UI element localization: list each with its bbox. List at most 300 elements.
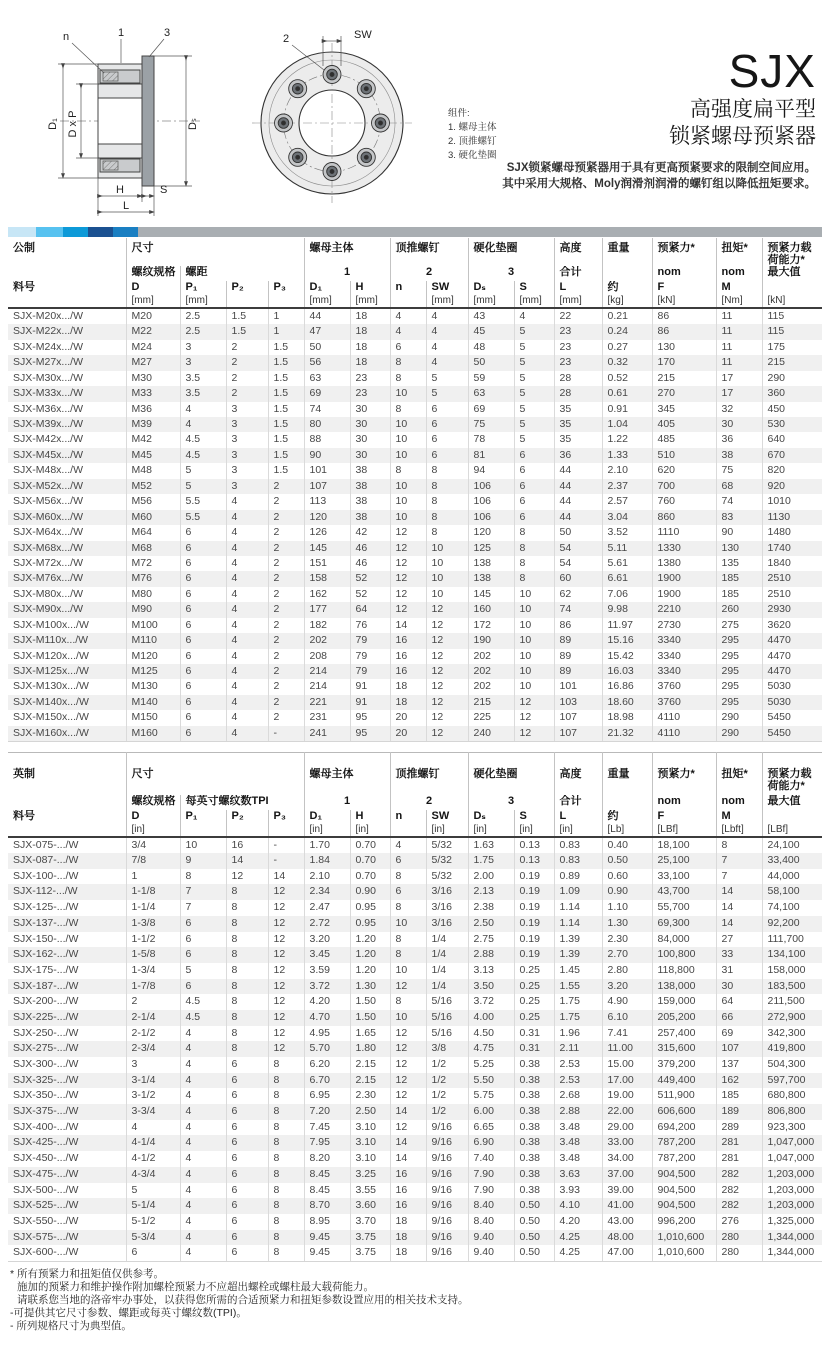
value-cell: 4.00 <box>468 1010 514 1026</box>
value-cell: 6 <box>226 1151 268 1167</box>
callout-n: n <box>62 31 70 43</box>
part-number-cell: SJX-087-.../W <box>13 854 79 867</box>
value-cell: 202 <box>468 649 514 664</box>
value-cell: 8 <box>268 1198 304 1214</box>
value-cell: 12 <box>390 541 426 556</box>
value-cell: 6 <box>180 602 226 617</box>
value-cell: 20 <box>390 726 426 742</box>
value-cell: 3-3/4 <box>126 1104 180 1120</box>
value-cell: 41.00 <box>602 1198 652 1214</box>
value-cell: 69 <box>304 386 350 401</box>
value-cell: 6 <box>180 679 226 694</box>
value-cell: 5.25 <box>468 1057 514 1073</box>
table-row <box>8 633 822 648</box>
value-cell: 6.20 <box>304 1057 350 1073</box>
part-number-cell: SJX-M48x.../W <box>13 464 84 477</box>
part-number-cell: SJX-M125x.../W <box>13 665 89 678</box>
value-cell: 0.61 <box>602 386 652 401</box>
value-cell: 904,500 <box>652 1183 716 1199</box>
table-row <box>8 649 822 664</box>
value-cell: 5.61 <box>602 556 652 571</box>
value-cell: 6 <box>180 649 226 664</box>
value-cell: 10 <box>514 649 554 664</box>
table-row <box>8 556 822 571</box>
value-cell: 3/16 <box>426 916 468 932</box>
value-cell: 38 <box>350 463 390 478</box>
value-cell: 0.52 <box>602 371 652 386</box>
dim-label-sw: SW <box>354 29 372 41</box>
value-cell: 107 <box>554 710 602 725</box>
part-number-cell: SJX-350-.../W <box>13 1089 79 1102</box>
value-cell: 12 <box>390 1057 426 1073</box>
value-cell: 3/4 <box>126 837 180 854</box>
value-cell: 1 <box>126 869 180 885</box>
column-header-load-capacity: [kN] <box>762 281 822 308</box>
value-cell: 5 <box>514 386 554 401</box>
value-cell: 8.45 <box>304 1167 350 1183</box>
value-cell: 8 <box>226 963 268 979</box>
group-dimensions: 尺寸 <box>126 753 304 795</box>
value-cell: 4.25 <box>554 1230 602 1246</box>
value-cell: 4 <box>180 1230 226 1246</box>
value-cell: 8 <box>268 1120 304 1136</box>
value-cell: 7.40 <box>468 1151 514 1167</box>
value-cell: 1 <box>268 308 304 324</box>
value-cell: 1,047,000 <box>762 1151 822 1167</box>
column-header-screw-sw: SW [mm] <box>426 281 468 308</box>
value-cell: 1.5 <box>268 355 304 370</box>
column-header-washer-s: S [in] <box>514 810 554 837</box>
part-number-cell: SJX-600-.../W <box>8 1245 126 1261</box>
value-cell: 1.50 <box>350 994 390 1010</box>
table-row <box>8 1120 822 1136</box>
value-cell: 0.50 <box>514 1230 554 1246</box>
value-cell: 3.93 <box>554 1183 602 1199</box>
value-cell: 379,200 <box>652 1057 716 1073</box>
value-cell: 12 <box>268 1026 304 1042</box>
subgroup-thread-spec: 螺纹规格 <box>126 266 180 281</box>
table-row <box>8 916 822 932</box>
value-cell: 5/16 <box>426 994 468 1010</box>
value-cell: 3/16 <box>426 884 468 900</box>
value-cell: 0.50 <box>514 1214 554 1230</box>
value-cell: 12 <box>390 1041 426 1057</box>
table-row <box>8 1198 822 1214</box>
value-cell: 6 <box>514 463 554 478</box>
value-cell: 3.70 <box>350 1214 390 1230</box>
description-line2: 其中采用大规格、Moly润滑剂润滑的螺钉组以降低扭矩要求。 <box>502 178 816 190</box>
value-cell: 1/2 <box>426 1088 468 1104</box>
value-cell: 2210 <box>652 602 716 617</box>
value-cell: 16 <box>390 649 426 664</box>
value-cell: 787,200 <box>652 1135 716 1151</box>
value-cell: M76 <box>126 571 180 586</box>
value-cell: 923,300 <box>762 1120 822 1136</box>
value-cell: 9.98 <box>602 602 652 617</box>
value-cell: 1.75 <box>468 853 514 869</box>
value-cell: 6 <box>180 932 226 948</box>
value-cell: 1.39 <box>554 932 602 948</box>
value-cell: 276 <box>716 1214 762 1230</box>
value-cell: 1/4 <box>426 932 468 948</box>
column-header-washer-s: S [mm] <box>514 281 554 308</box>
value-cell: 83 <box>716 510 762 525</box>
value-cell: 485 <box>652 432 716 447</box>
value-cell: 4 <box>426 308 468 324</box>
value-cell: 12 <box>268 884 304 900</box>
value-cell: 1.5 <box>268 463 304 478</box>
value-cell: 2 <box>268 679 304 694</box>
value-cell: 281 <box>716 1135 762 1151</box>
value-cell: 290 <box>716 710 762 725</box>
value-cell: 2.88 <box>554 1104 602 1120</box>
subgroup-part1: 1 <box>304 266 390 281</box>
value-cell: 12 <box>390 1088 426 1104</box>
value-cell: 2.5 <box>180 308 226 324</box>
value-cell: 0.25 <box>514 1010 554 1026</box>
column-header-washer-ds: Dₛ [mm] <box>468 281 514 308</box>
subtitle-line2: 锁紧螺母预紧器 <box>669 125 816 148</box>
subgroup-max: 最大值 <box>762 795 822 810</box>
table-row <box>8 1245 822 1261</box>
subgroup-nom-f: nom <box>652 795 716 810</box>
group-nut-body: 螺母主体 <box>304 238 390 266</box>
value-cell: 0.24 <box>602 324 652 339</box>
value-cell: 8 <box>226 1041 268 1057</box>
value-cell: 10 <box>390 510 426 525</box>
value-cell: 1.20 <box>350 932 390 948</box>
value-cell: 8 <box>514 541 554 556</box>
value-cell: 8.40 <box>468 1214 514 1230</box>
value-cell: 4 <box>226 525 268 540</box>
value-cell: 10 <box>514 587 554 602</box>
legend-item-screw: 2. 顶推螺钉 <box>448 136 497 147</box>
value-cell: 2.15 <box>350 1057 390 1073</box>
value-cell: 2 <box>268 541 304 556</box>
value-cell: 1,203,000 <box>762 1198 822 1214</box>
part-number-cell: SJX-250-.../W <box>13 1026 79 1039</box>
column-header-row <box>8 281 822 308</box>
value-cell: 5/16 <box>426 1026 468 1042</box>
value-cell: 86 <box>652 308 716 324</box>
value-cell: 12 <box>268 963 304 979</box>
column-header-body-d1: D₁ [mm] <box>304 281 350 308</box>
value-cell: 3/8 <box>426 1041 468 1057</box>
value-cell: 5 <box>426 386 468 401</box>
value-cell: 760 <box>652 494 716 509</box>
value-cell: 44 <box>554 479 602 494</box>
value-cell: 145 <box>468 587 514 602</box>
value-cell: 0.83 <box>554 853 602 869</box>
value-cell: 9/16 <box>426 1135 468 1151</box>
value-cell: 1.63 <box>468 837 514 854</box>
value-cell: 2.5 <box>180 324 226 339</box>
table-row <box>8 664 822 679</box>
value-cell: 64 <box>716 994 762 1010</box>
value-cell: 1.39 <box>554 947 602 963</box>
value-cell: 3 <box>226 479 268 494</box>
value-cell: 120 <box>304 510 350 525</box>
value-cell: 3.75 <box>350 1245 390 1261</box>
value-cell: 11 <box>716 340 762 355</box>
subgroup-part2: 2 <box>390 266 468 281</box>
value-cell: 4.20 <box>304 994 350 1010</box>
subgroup-header-row <box>8 795 822 810</box>
value-cell: 6 <box>226 1214 268 1230</box>
value-cell: 3.10 <box>350 1135 390 1151</box>
value-cell: 1.5 <box>268 386 304 401</box>
table-row <box>8 963 822 979</box>
value-cell: 12 <box>268 979 304 995</box>
value-cell: 6.61 <box>602 571 652 586</box>
part-number-cell: SJX-M20x.../W <box>13 310 84 322</box>
value-cell: 30 <box>716 417 762 432</box>
value-cell: 151 <box>304 556 350 571</box>
value-cell: 14 <box>390 1104 426 1120</box>
value-cell: 36 <box>554 448 602 463</box>
subgroup-max: 最大值 <box>762 266 822 281</box>
part-number-cell: SJX-M22x.../W <box>13 325 84 338</box>
part-number-cell: SJX-400-.../W <box>13 1120 79 1133</box>
value-cell: 2 <box>126 994 180 1010</box>
value-cell: 55,700 <box>652 900 716 916</box>
product-description <box>502 160 816 192</box>
value-cell: 4 <box>226 664 268 679</box>
value-cell: 107 <box>304 479 350 494</box>
value-cell: 11 <box>716 324 762 339</box>
value-cell: 0.31 <box>514 1026 554 1042</box>
value-cell: 295 <box>716 679 762 694</box>
value-cell: 0.19 <box>514 947 554 963</box>
value-cell: 214 <box>304 664 350 679</box>
value-cell: 18 <box>350 355 390 370</box>
value-cell: 1,203,000 <box>762 1183 822 1199</box>
value-cell: 6 <box>426 448 468 463</box>
table-row <box>8 1010 822 1026</box>
value-cell: 5/32 <box>426 869 468 885</box>
value-cell: M72 <box>126 556 180 571</box>
value-cell: 5 <box>514 417 554 432</box>
value-cell: 1,325,000 <box>762 1214 822 1230</box>
value-cell: 0.38 <box>514 1135 554 1151</box>
value-cell: 12 <box>426 679 468 694</box>
value-cell: 904,500 <box>652 1198 716 1214</box>
value-cell: 10 <box>514 618 554 633</box>
value-cell: 91 <box>350 695 390 710</box>
value-cell: 2.13 <box>468 884 514 900</box>
value-cell: 10 <box>426 587 468 602</box>
value-cell: 281 <box>716 1151 762 1167</box>
subgroup-total: 合计 <box>554 266 602 281</box>
callout-part1: 1 <box>117 27 125 39</box>
value-cell: M33 <box>126 386 180 401</box>
value-cell: 50 <box>554 525 602 540</box>
value-cell: 113 <box>304 494 350 509</box>
value-cell: 90 <box>716 525 762 540</box>
value-cell: 6 <box>390 340 426 355</box>
table-row <box>8 1183 822 1199</box>
value-cell: 270 <box>652 386 716 401</box>
value-cell: 8 <box>268 1057 304 1073</box>
value-cell: 5/32 <box>426 853 468 869</box>
table-row <box>8 324 822 339</box>
value-cell: 3.55 <box>350 1183 390 1199</box>
value-cell: 0.95 <box>350 916 390 932</box>
value-cell: 33 <box>716 947 762 963</box>
value-cell: 597,700 <box>762 1073 822 1089</box>
value-cell: 405 <box>652 417 716 432</box>
value-cell: 510 <box>652 448 716 463</box>
table-row <box>8 1073 822 1089</box>
value-cell: 17 <box>716 371 762 386</box>
value-cell: 7.90 <box>468 1183 514 1199</box>
value-cell: 0.89 <box>554 869 602 885</box>
value-cell: 7.95 <box>304 1135 350 1151</box>
value-cell: 4.5 <box>180 448 226 463</box>
value-cell: 54 <box>554 541 602 556</box>
value-cell: 1,344,000 <box>762 1230 822 1246</box>
value-cell: 0.31 <box>514 1041 554 1057</box>
value-cell: 4 <box>180 1151 226 1167</box>
value-cell: 1.5 <box>268 432 304 447</box>
value-cell: 1/4 <box>426 979 468 995</box>
value-cell: 1/4 <box>426 963 468 979</box>
value-cell: 66 <box>716 1010 762 1026</box>
value-cell: 22 <box>554 308 602 324</box>
value-cell: 23 <box>554 340 602 355</box>
group-header-row <box>8 753 822 795</box>
table-row <box>8 510 822 525</box>
value-cell: 91 <box>350 679 390 694</box>
value-cell: 118,800 <box>652 963 716 979</box>
value-cell: 1-1/4 <box>126 900 180 916</box>
value-cell: 130 <box>716 541 762 556</box>
value-cell: 75 <box>468 417 514 432</box>
value-cell: 4.5 <box>180 1010 226 1026</box>
value-cell: 6 <box>226 1057 268 1073</box>
value-cell: 6 <box>514 510 554 525</box>
part-number-cell: SJX-325-.../W <box>13 1073 79 1086</box>
value-cell: 0.70 <box>350 869 390 885</box>
value-cell: 9.40 <box>468 1230 514 1246</box>
value-cell: 3.13 <box>468 963 514 979</box>
value-cell: 11 <box>716 355 762 370</box>
value-cell: 74,100 <box>762 900 822 916</box>
value-cell: 8 <box>268 1151 304 1167</box>
value-cell: 18.60 <box>602 695 652 710</box>
column-header-preload-f: F [kN] <box>652 281 716 308</box>
accent-bar-segment <box>63 227 88 237</box>
group-preload: 预紧力* <box>652 753 716 795</box>
value-cell: 1,047,000 <box>762 1135 822 1151</box>
value-cell: 3760 <box>652 695 716 710</box>
value-cell: 3760 <box>652 679 716 694</box>
value-cell: 0.21 <box>602 308 652 324</box>
value-cell: 0.70 <box>350 837 390 854</box>
column-header-weight: 约 [kg] <box>602 281 652 308</box>
subgroup-header-row <box>8 266 822 281</box>
value-cell: 3 <box>226 448 268 463</box>
value-cell: 0.32 <box>602 355 652 370</box>
accent-bar-segment <box>138 227 822 237</box>
value-cell: 6 <box>226 1198 268 1214</box>
value-cell: 1010 <box>762 494 822 509</box>
value-cell: 0.25 <box>514 963 554 979</box>
table-row <box>8 602 822 617</box>
value-cell: M80 <box>126 587 180 602</box>
value-cell: 3 <box>180 355 226 370</box>
value-cell: 42 <box>350 525 390 540</box>
table-row <box>8 308 822 324</box>
value-cell: 89 <box>554 664 602 679</box>
value-cell: 6 <box>126 1245 180 1261</box>
value-cell: 5 <box>180 479 226 494</box>
value-cell: 8 <box>268 1167 304 1183</box>
part-number-cell: SJX-M76x.../W <box>13 572 84 585</box>
value-cell: 1,203,000 <box>762 1167 822 1183</box>
table-row <box>8 853 822 869</box>
value-cell: 3-1/2 <box>126 1088 180 1104</box>
value-cell: 2.53 <box>554 1057 602 1073</box>
value-cell: 5450 <box>762 726 822 742</box>
value-cell: 2730 <box>652 618 716 633</box>
value-cell: 3 <box>226 432 268 447</box>
dim-label-s: S <box>160 184 168 196</box>
value-cell: 345 <box>652 402 716 417</box>
value-cell: 1,010,600 <box>652 1245 716 1261</box>
value-cell: 0.95 <box>350 900 390 916</box>
value-cell: 5 <box>514 355 554 370</box>
value-cell: 1840 <box>762 556 822 571</box>
value-cell: 8 <box>514 525 554 540</box>
value-cell: 5.11 <box>602 541 652 556</box>
value-cell: 6 <box>180 916 226 932</box>
value-cell: 12 <box>426 726 468 742</box>
value-cell: 158,000 <box>762 963 822 979</box>
value-cell: 12 <box>426 618 468 633</box>
value-cell: 18 <box>350 324 390 339</box>
value-cell: 45 <box>468 324 514 339</box>
value-cell: 23 <box>350 371 390 386</box>
value-cell: 3 <box>180 340 226 355</box>
value-cell: 8.20 <box>304 1151 350 1167</box>
value-cell: 3 <box>226 417 268 432</box>
value-cell: 0.90 <box>602 884 652 900</box>
table-row <box>8 448 822 463</box>
value-cell: 35 <box>554 432 602 447</box>
value-cell: 7.90 <box>468 1167 514 1183</box>
value-cell: M90 <box>126 602 180 617</box>
value-cell: 44 <box>554 463 602 478</box>
value-cell: 1380 <box>652 556 716 571</box>
value-cell: 12 <box>268 1010 304 1026</box>
value-cell: 8 <box>716 837 762 854</box>
value-cell: 12 <box>426 710 468 725</box>
value-cell: 0.50 <box>514 1245 554 1261</box>
value-cell: 0.38 <box>514 1057 554 1073</box>
table-row <box>8 371 822 386</box>
value-cell: 4 <box>180 1057 226 1073</box>
value-cell: 120 <box>468 525 514 540</box>
value-cell: 6.90 <box>468 1135 514 1151</box>
part-number-cell: SJX-187-.../W <box>13 979 79 992</box>
value-cell: 4 <box>180 1104 226 1120</box>
accent-bar-segment <box>88 227 113 237</box>
value-cell: 1.65 <box>350 1026 390 1042</box>
value-cell: 36 <box>716 432 762 447</box>
value-cell: 162 <box>304 587 350 602</box>
value-cell: 3.45 <box>304 947 350 963</box>
